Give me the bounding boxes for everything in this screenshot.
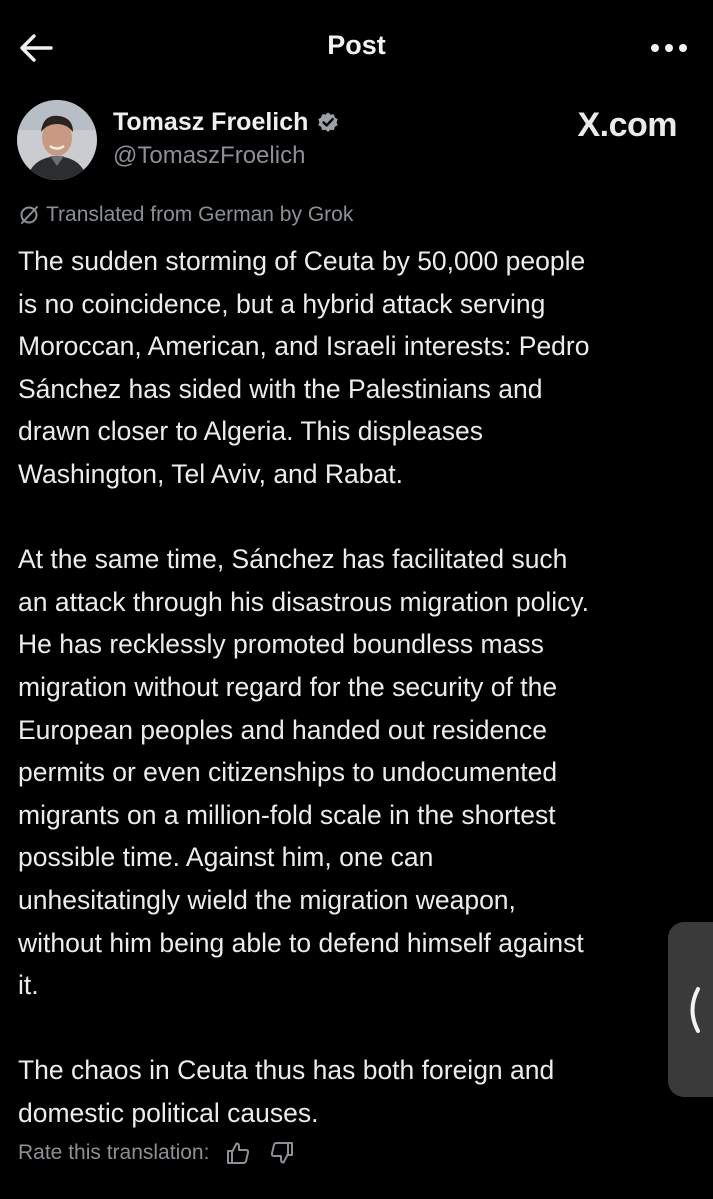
post-paragraph: At the same time, Sánchez has facilitated such an attack through his disastrous migration policy. He has recklessly promoted boundless mass migration without regard for the security of the European peoples and handed out residence permits or even citizenships to undocumented migrants on a million-fold scale in the shortest possible time. Against him, one can unhesitatingly wield the migration weapon, without him being able to defend himself against it. xyxy=(18,544,590,1001)
rate-translation-label: Rate this translation: xyxy=(18,1141,210,1164)
thumbs-down-icon xyxy=(269,1140,295,1166)
post-paragraph: The sudden storming of Ceuta by 50,000 people is no coincidence, but a hybrid attack serving Moroccan, American, and Israeli interests: Pedro Sánchez has sided with the Palestinians and drawn closer to Algeria. This displeases Washington, Tel Aviv, and Rabat. xyxy=(18,246,590,489)
post-paragraph: The chaos in Ceuta thus has both foreign and domestic political causes. xyxy=(18,1055,555,1128)
source-watermark: X.com xyxy=(577,106,677,144)
thumbs-up-icon xyxy=(225,1140,251,1166)
post-text xyxy=(18,240,708,1134)
more-horizontal-icon xyxy=(649,43,689,53)
thumbs-down-button[interactable] xyxy=(267,1138,297,1168)
translation-notice xyxy=(18,203,353,227)
translation-label: Translated from German by Grok xyxy=(46,203,354,226)
author-name-row[interactable] xyxy=(113,108,340,137)
rate-translation-row xyxy=(18,1138,297,1168)
translate-icon xyxy=(18,204,40,226)
verified-badge-icon xyxy=(316,111,340,135)
author-display-name[interactable]: Tomasz Froelich xyxy=(113,108,309,136)
author-handle[interactable]: @TomaszFroelich xyxy=(113,142,306,169)
page-title: Post xyxy=(327,30,386,60)
more-options-button[interactable] xyxy=(645,32,693,64)
thumbs-up-button[interactable] xyxy=(223,1138,253,1168)
side-panel-handle[interactable] xyxy=(668,922,713,1097)
avatar[interactable] xyxy=(17,100,97,180)
top-bar xyxy=(0,0,713,95)
chevron-left-icon xyxy=(684,986,702,1034)
